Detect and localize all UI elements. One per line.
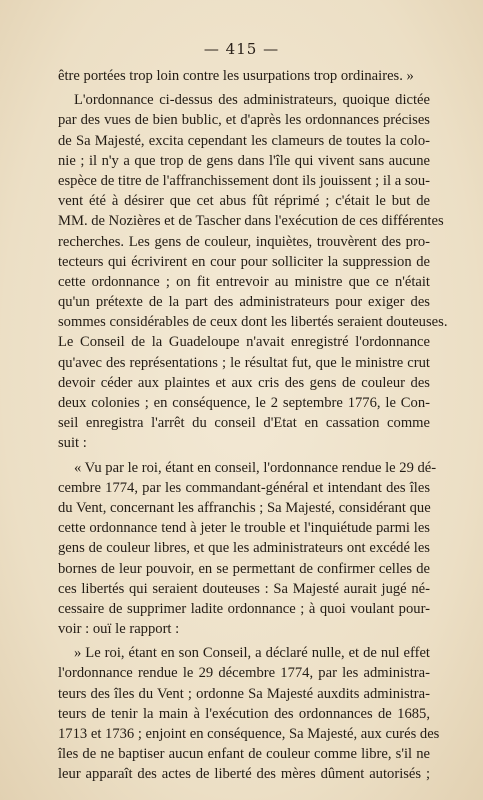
text-line: vent été à désirer que cet abus fût réprimé ; c'était le but de — [58, 193, 430, 210]
page-number: — 415 — — [203, 40, 280, 58]
text-line: deux colonies ; en conséquence, le 2 septembre 1776, le Con- — [58, 395, 430, 411]
text-line: « Vu par le roi, étant en conseil, l'ordonnance rendue le 29 dé- — [74, 459, 437, 476]
text-line: ces libertés qui seraient douteuses : Sa Majesté aurait jugé né- — [58, 580, 430, 597]
text-line: l'ordonnance rendue le 29 décembre 1774, par les administra- — [58, 665, 430, 682]
text-line: nie ; il n'y a que trop de gens dans l'île qui vivent sans aucune — [58, 152, 430, 169]
text-line: 1713 et 1736 ; enjoint en conséquence, Sa Majesté, aux curés des — [58, 726, 440, 742]
text-line: qu'avec des représentations ; le résultat fut, que le ministre crut — [58, 354, 430, 371]
text-line: du Vent, concernant les affranchis ; Sa Majesté, considérant que — [58, 499, 431, 516]
text-line: teurs de tenir la main à l'exécution des ordonnances de 1685, — [58, 705, 430, 722]
text-line: voir : ouï le rapport : — [58, 621, 180, 638]
text-line: cette ordonnance tend à jeter le trouble et l'inquiétude parmi les — [58, 520, 430, 537]
text-line: qu'un prétexte de la part des administrateurs pour exiger des — [58, 294, 430, 311]
text-line: de Sa Majesté, excita cependant les clameurs de toutes la colo- — [58, 132, 430, 149]
text-line: cembre 1774, par les commandant-général et intendant des îles — [58, 479, 430, 496]
text-line: Le Conseil de la Guadeloupe n'avait enregistré l'ordonnance — [58, 334, 430, 351]
text-line: cessaire de supprimer ladite ordonnance ; à quoi voulant pour- — [58, 600, 430, 617]
text-line: leur apparaît des actes de liberté des mères dûment autorisés ; — [58, 766, 430, 783]
text-line: recherches. Les gens de couleur, inquiètes, trouvèrent des pro- — [58, 233, 430, 250]
text-line: espèce de titre de l'affranchissement dont ils jouissent ; il a sou- — [58, 172, 430, 189]
text-line: être portées trop loin contre les usurpations trop ordinaires. » — [58, 68, 414, 84]
text-line: devoir céder aux plaintes et aux cris des gens de couleur des — [58, 374, 430, 391]
text-line: bornes de leur pouvoir, en se permettant de confirmer celles de — [58, 560, 430, 577]
text-line: tecteurs qui écrivirent en cour pour solliciter la suppression de — [58, 253, 430, 270]
text-line: îles de ne baptiser aucun enfant de couleur comme libre, s'il ne — [58, 746, 430, 763]
text-line: MM. de Nozières et de Tascher dans l'exécution de ces différentes — [58, 213, 444, 230]
text-line: sommes considérables de ceux dont les libertés seraient douteuses. — [58, 314, 448, 331]
text-line: gens de couleur libres, et que les administrateurs ont excédé les — [58, 540, 430, 557]
body-text — [58, 66, 448, 785]
text-line: cette ordonnance ; on fit entrevoir au ministre que ce n'était — [58, 273, 430, 290]
text-line: teurs des îles du Vent ; ordonne Sa Majesté auxdits administra- — [58, 685, 430, 702]
text-line: suit : — [58, 435, 87, 452]
text-line: L'ordonnance ci-dessus des administrateurs, quoique dictée — [74, 92, 430, 109]
text-line: » Le roi, étant en son Conseil, a déclaré nulle, et de nul effet — [74, 645, 430, 662]
text-line: par des vues de bien bublic, et d'après les ordonnances précises — [58, 112, 430, 129]
text-line: seil enregistra l'arrêt du conseil d'Etat en cassation comme — [58, 415, 430, 432]
